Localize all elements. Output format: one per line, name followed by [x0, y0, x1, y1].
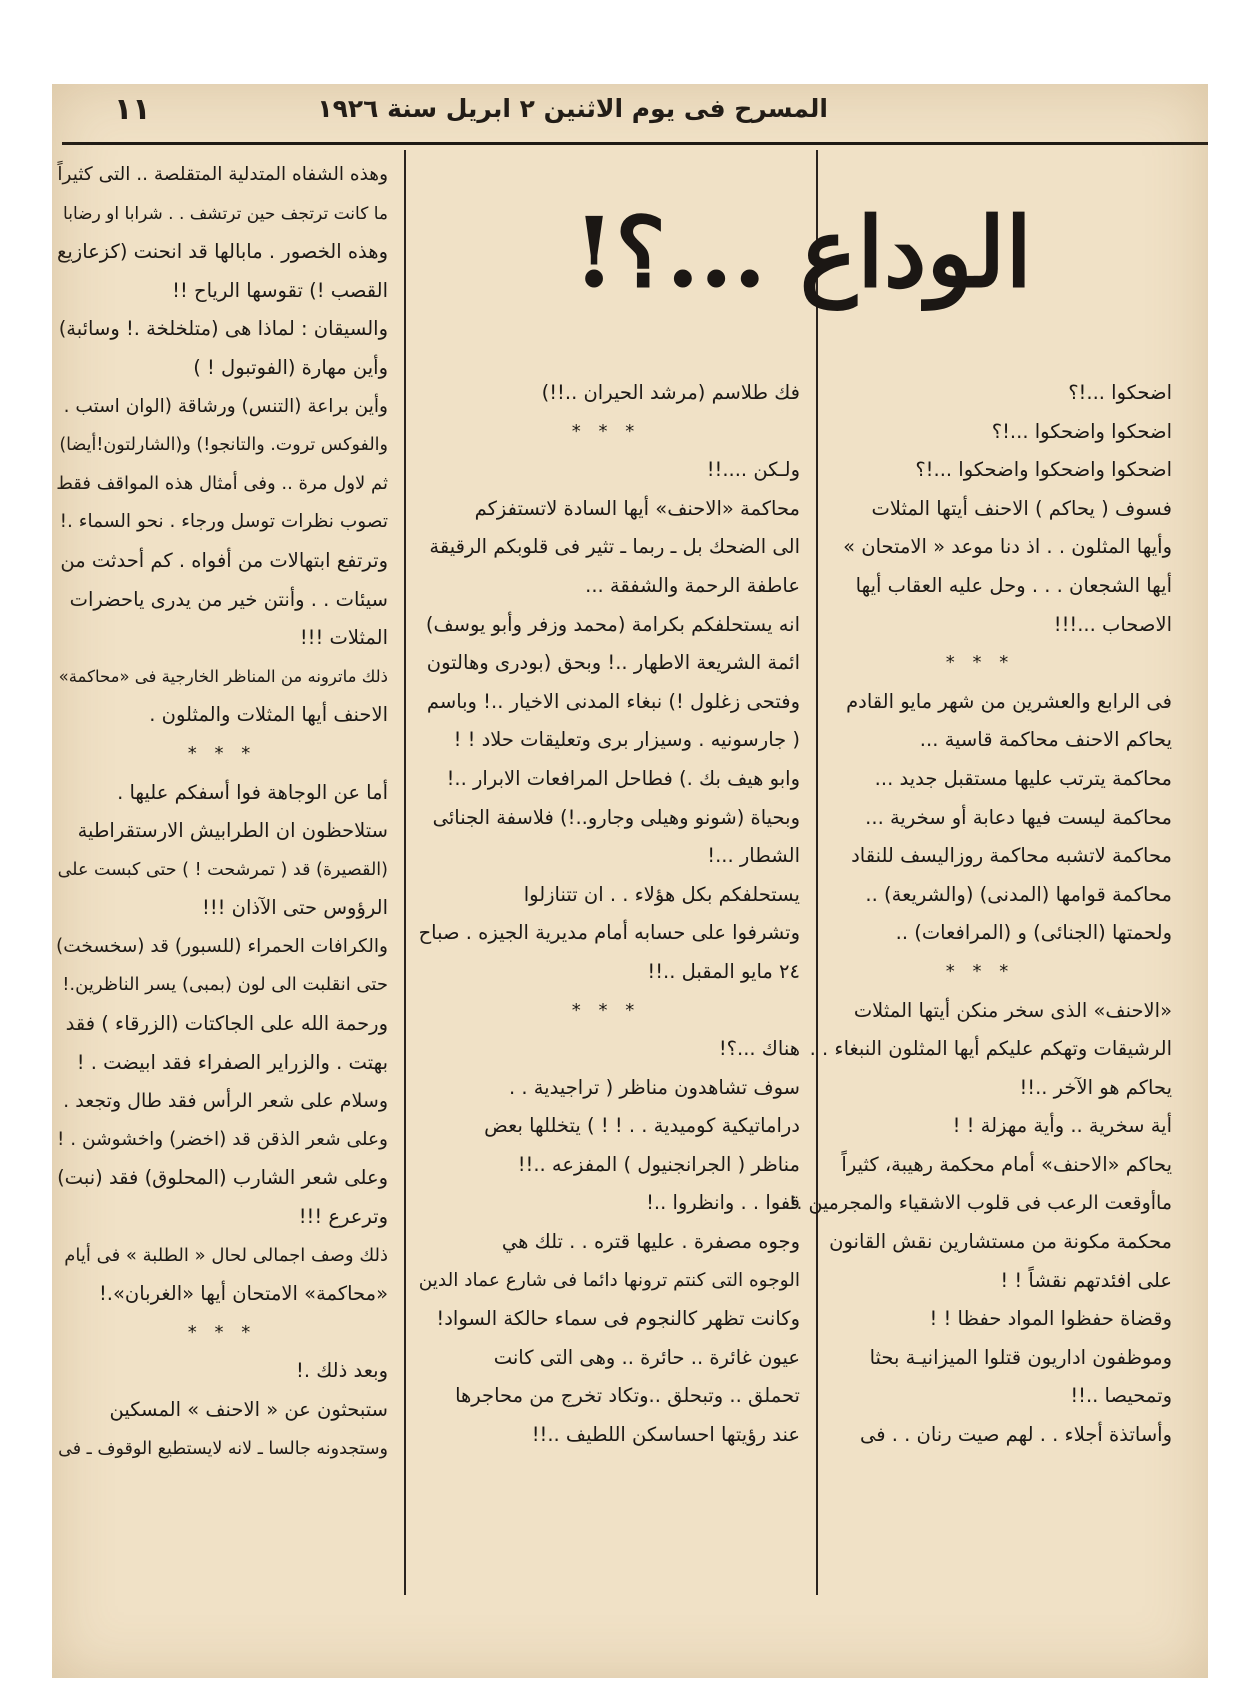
text-line: أيها الشجعان . . . وحل عليه العقاب أيها — [855, 573, 1172, 597]
text-line: وبعد ذلك .! — [296, 1359, 388, 1383]
text-line: ذلك ماترونه من المناظر الخارجية فى «محاكمة» — [58, 666, 388, 686]
text-line: حتى انقلبت الى لون (بمبى) يسر الناظرين.! — [62, 974, 388, 996]
text-line: وابو هيف بك .) فطاحل المرافعات الابرار ..! — [446, 766, 800, 790]
text-line: والسيقان : لماذا هى (متلخلخة .! وسائبة) — [58, 317, 388, 341]
page-header — [52, 84, 1208, 140]
text-line: وتشرفوا على حسابه أمام مديرية الجيزه . صباح — [418, 921, 800, 945]
text-line: والفوكس تروت. والتانجو!) و(الشارلتون!أيضا) — [59, 435, 388, 456]
text-line: وترعرع !!! — [298, 1205, 388, 1229]
text-line: يستحلفكم بكل هؤلاء . . ان تتنازلوا — [523, 882, 800, 906]
text-line: الى الضحك بل ـ ربما ـ تثير فى قلوبكم الرقيقة — [429, 535, 800, 559]
text-line: وهذه الشفاه المتدلية المتقلصة .. التى كثيراً — [57, 164, 388, 185]
text-line: ولـكن ....!! — [706, 458, 800, 482]
text-line: محكمة مكونة من مستشارين نقش القانون — [829, 1230, 1172, 1254]
text-line: وسلام على شعر الرأس فقد طال وتجعد . — [63, 1090, 388, 1113]
text-line: الشطار ...! — [707, 844, 800, 868]
newspaper-page — [52, 84, 1208, 1678]
text-line: هناك ...؟! — [718, 1037, 800, 1061]
text-line: عاطفة الرحمة والشفقة ... — [585, 573, 800, 597]
text-line: فك طلاسم (مرشد الحيران ..!!) — [541, 381, 800, 404]
text-line: القصب !) تقوسها الرياح !! — [172, 278, 388, 302]
text-line: الاحنف أيها المثلات والمثلون . — [149, 703, 388, 727]
text-line: اضحكوا واضحكوا واضحكوا ...!؟ — [915, 458, 1172, 482]
text-line: وستجدونه جالسا ـ لانه لايستطيع الوقوف ـ فى — [58, 1438, 388, 1459]
text-line: ورحمة الله على الجاكتات (الزرقاء ) فقد — [65, 1012, 388, 1036]
text-line: اضحكوا ...!؟ — [1068, 381, 1172, 404]
text-line: يحاكم «الاحنف» أمام محكمة رهيبة، كثيراً — [841, 1152, 1172, 1176]
text-line: فسوف ( يحاكم ) الاحنف أيتها المثلات — [871, 496, 1172, 520]
text-line: وبحياة (شونو وهيلى وجارو..!) فلاسفة الجنائى — [432, 805, 800, 829]
text-line: والكرافات الحمراء (للسبور) قد (سخسخت) — [56, 935, 388, 957]
text-line: وهذه الخصور . مابالها قد انحنت (كزعازيع — [57, 240, 388, 264]
text-line: دراماتيكية كوميدية . . ! ! ) يتخللها بعض — [484, 1114, 800, 1138]
text-line: وكانت تظهر كالنجوم فى سماء حالكة السواد! — [436, 1307, 800, 1331]
text-line: فى الرابع والعشرين من شهر مايو القادم — [846, 689, 1172, 713]
text-line: ماأوقعت الرعب فى قلوب الاشقياء والمجرمين .! — [788, 1192, 1172, 1215]
text-line: وقضاة حفظوا المواد حفظا ! ! — [929, 1307, 1172, 1331]
text-line: محاكمة يترتب عليها مستقبل جديد ... — [874, 766, 1172, 790]
header-title: المسرح فى يوم الاثنين ٢ ابريل سنة ١٩٢٦ — [317, 94, 828, 123]
text-line: انه يستحلفكم بكرامة (محمد وزفر وأبو يوسف) — [425, 612, 800, 636]
text-line: محاكمة ليست فيها دعابة أو سخرية ... — [865, 805, 1172, 829]
text-line: الاصحاب ...!!! — [1053, 612, 1172, 636]
text-line: ثم لاول مرة .. وفى أمثال هذه المواقف فقط — [56, 472, 388, 494]
text-line: قفوا . . وانظروا ..! — [646, 1191, 800, 1215]
text-line: عيون غائرة .. حائرة .. وهى التى كانت — [493, 1345, 800, 1369]
text-line: أية سخرية .. وأية مهزلة ! ! — [952, 1114, 1172, 1138]
text-line: ائمة الشريعة الاطهار ..! وبحق (بودرى وهالتون — [426, 651, 800, 675]
text-line: وترتفع ابتهالات من أفواه . كم أحدثت من — [60, 548, 388, 572]
section-separator: * * * — [571, 999, 641, 1021]
text-line: محاكمة «الاحنف» أيها السادة لاتستفزكم — [474, 496, 800, 520]
text-line: ستلاحظون ان الطرابيش الارستقراطية — [77, 819, 388, 843]
text-line: وتمحيصا ..!! — [1070, 1384, 1172, 1408]
text-line: وموظفون اداريون قتلوا الميزانيـة بحثا — [869, 1345, 1172, 1369]
section-separator: * * * — [187, 742, 257, 764]
text-line: وأين براعة (التنس) ورشاقة (الوان استب . — [63, 395, 388, 417]
section-separator: * * * — [187, 1321, 257, 1343]
text-line: وفتحى زغلول !) نبغاء المدنى الاخيار ..! وباسم — [426, 689, 800, 713]
text-line: ما كانت ترتجف حين ترتشف . . شرابا او رضابا — [63, 203, 388, 224]
text-line: سوف تشاهدون مناظر ( تراجيدية . . — [508, 1075, 800, 1099]
column-left — [56, 156, 388, 1468]
text-line: اضحكوا واضحكوا ...!؟ — [991, 419, 1172, 443]
text-line: وجوه مصفرة . عليها قتره . . تلك هي — [501, 1230, 800, 1254]
text-line: ولحمتها (الجنائى) و (المرافعات) .. — [895, 921, 1172, 945]
text-line: وأين مهارة (الفوتبول ! ) — [193, 355, 388, 379]
text-line: «الاحنف» الذى سخر منكن أيتها المثلات — [853, 998, 1172, 1022]
text-line: وأساتذة أجلاء . . لهم صيت رنان . . فى — [859, 1423, 1172, 1447]
text-line: وعلى شعر الشارب (المحلوق) فقد (نبت) — [57, 1166, 388, 1190]
text-line: عند رؤيتها احساسكن اللطيف ..!! — [531, 1423, 800, 1447]
text-line: محاكمة لاتشبه محاكمة روزاليسف للنقاد — [851, 844, 1172, 868]
text-line: على افئدتهم نقشاً ! ! — [1000, 1268, 1172, 1292]
header-rule — [62, 142, 1208, 145]
text-line: تصوب نظرات توسل ورجاء . نحو السماء .! — [59, 511, 388, 533]
text-line: تحملق .. وتبحلق ..وتكاد تخرج من محاجرها — [455, 1384, 800, 1408]
column-middle — [412, 374, 800, 1455]
text-line: مناظر ( الجرانجنيول ) المفزعه ..!! — [517, 1152, 800, 1176]
text-line: أما عن الوجاهة فوا أسفكم عليها . — [117, 780, 388, 804]
text-line: محاكمة قوامها (المدنى) (والشريعة) .. — [865, 882, 1172, 906]
text-line: «محاكمة» الامتحان أيها «الغربان».! — [98, 1282, 388, 1306]
text-line: سيئات . . وأنتن خير من يدرى ياحضرات — [69, 587, 388, 611]
text-line: ٢٤ مايو المقبل ..!! — [647, 959, 800, 983]
text-line: المثلات !!! — [299, 626, 388, 650]
text-line: الوجوه التى كنتم ترونها دائما فى شارع عماد الدين — [418, 1269, 800, 1291]
text-line: ذلك وصف اجمالى لحال « الطلبة » فى أيام — [64, 1244, 388, 1266]
text-line: الرؤوس حتى الآذان !!! — [202, 896, 388, 920]
text-line: وأيها المثلون . . اذ دنا موعد « الامتحان » — [843, 535, 1172, 559]
text-line: بهتت . والزراير الصفراء فقد ابيضت . ! — [76, 1050, 388, 1074]
text-line: ( جارسونيه . وسيزار برى وتعليقات حلاد ! ! — [453, 728, 800, 752]
text-line: يحاكم الاحنف محاكمة قاسية ... — [919, 728, 1172, 752]
page-number: ١١ — [114, 92, 151, 127]
section-separator: * * * — [571, 420, 641, 442]
column-divider-left — [404, 150, 406, 1595]
column-right — [788, 374, 1172, 1455]
text-line: (القصيرة) قد ( تمرشحت ! ) حتى كبست على — [57, 859, 388, 880]
section-separator: * * * — [945, 652, 1015, 674]
text-line: يحاكم هو الآخر ..!! — [1019, 1075, 1172, 1099]
section-separator: * * * — [945, 960, 1015, 982]
text-line: وعلى شعر الذقن قد (اخضر) واخشوشن . ! — [57, 1128, 388, 1150]
text-line: الرشيقات وتهكم عليكم أيها المثلون النبغاء . . — [809, 1037, 1172, 1061]
text-line: ستبحثون عن « الاحنف » المسكين — [109, 1398, 388, 1421]
article-title: الوداع ...؟! — [573, 196, 1032, 309]
